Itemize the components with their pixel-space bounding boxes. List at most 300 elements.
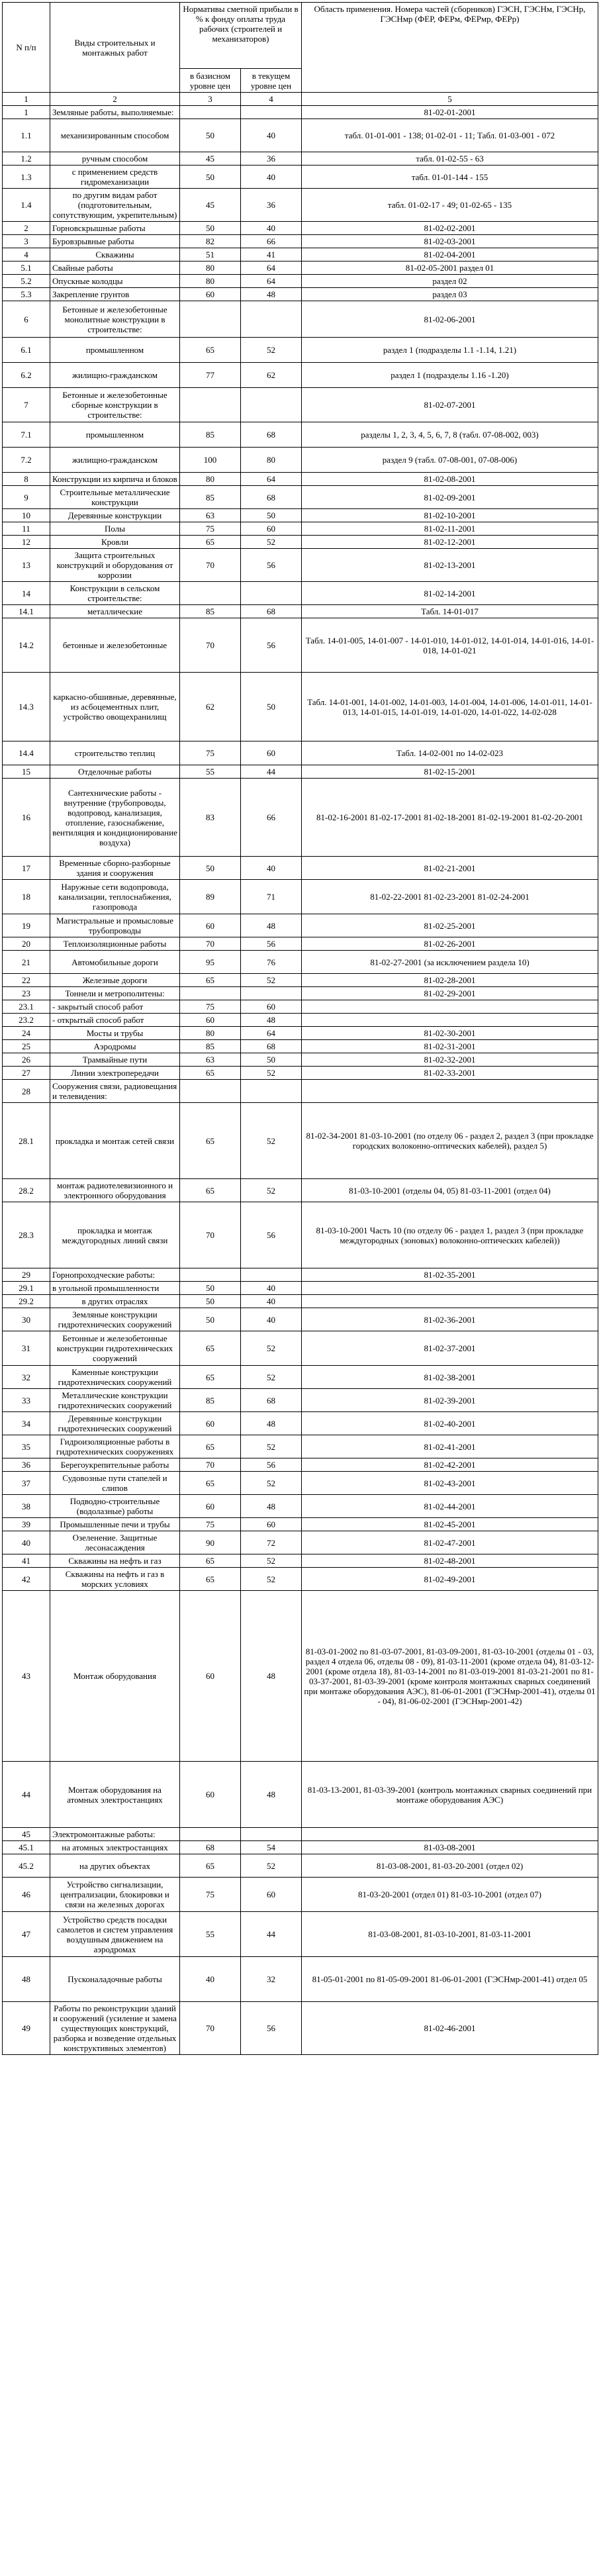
table-row bbox=[3, 951, 598, 974]
row-application-area: 81-03-13-2001, 81-03-39-2001 (контроль монтажных сварных соединений при монтаже оборудования АЭС) bbox=[302, 1762, 598, 1828]
row-current-norm: 40 bbox=[241, 857, 302, 880]
table-row bbox=[3, 1295, 598, 1308]
row-number: 43 bbox=[3, 1591, 50, 1762]
row-work-type: в других отраслях bbox=[50, 1295, 180, 1308]
row-application-area: 81-03-08-2001 bbox=[302, 1841, 598, 1854]
row-number: 21 bbox=[3, 951, 50, 974]
table-row bbox=[3, 235, 598, 248]
row-base-norm: 65 bbox=[180, 1568, 241, 1591]
table-row bbox=[3, 388, 598, 422]
row-current-norm bbox=[241, 388, 302, 422]
row-base-norm: 70 bbox=[180, 1458, 241, 1472]
row-base-norm: 82 bbox=[180, 235, 241, 248]
row-application-area: 81-02-32-2001 bbox=[302, 1053, 598, 1067]
row-application-area: 81-02-31-2001 bbox=[302, 1040, 598, 1053]
row-work-type: Конструкции из кирпича и блоков bbox=[50, 473, 180, 486]
row-number: 1.2 bbox=[3, 152, 50, 166]
row-number: 39 bbox=[3, 1518, 50, 1531]
row-number: 1.1 bbox=[3, 119, 50, 152]
row-work-type: Гидроизоляционные работы в гидротехнических сооружениях bbox=[50, 1435, 180, 1458]
row-work-type: на атомных электростанциях bbox=[50, 1841, 180, 1854]
row-base-norm: 50 bbox=[180, 1295, 241, 1308]
row-work-type: Монтаж оборудования на атомных электростанциях bbox=[50, 1762, 180, 1828]
row-application-area: 81-05-01-2001 по 81-05-09-2001 81-06-01-2001 (ГЭСНмр-2001-41) отдел 05 bbox=[302, 1957, 598, 2002]
table-row bbox=[3, 1014, 598, 1027]
row-current-norm: 71 bbox=[241, 880, 302, 914]
row-base-norm: 50 bbox=[180, 119, 241, 152]
row-base-norm: 60 bbox=[180, 1762, 241, 1828]
row-number: 6 bbox=[3, 301, 50, 338]
row-number: 28.3 bbox=[3, 1202, 50, 1268]
row-base-norm: 50 bbox=[180, 1282, 241, 1295]
row-number: 23.1 bbox=[3, 1000, 50, 1014]
row-work-type: Временные сборно-разборные здания и сооружения bbox=[50, 857, 180, 880]
row-application-area: 81-02-06-2001 bbox=[302, 301, 598, 338]
row-application-area: 81-02-34-2001 81-03-10-2001 (по отделу 06 - раздел 2, раздел 3 (при прокладке городских волоконно-оптических кабелей), раздел 5) bbox=[302, 1103, 598, 1179]
row-number: 7.1 bbox=[3, 422, 50, 448]
row-current-norm: 64 bbox=[241, 473, 302, 486]
row-work-type: Магистральные и промысловые трубопроводы bbox=[50, 914, 180, 937]
row-work-type: Бетонные и железобетонные конструкции гидротехнических сооружений bbox=[50, 1331, 180, 1366]
row-current-norm: 68 bbox=[241, 422, 302, 448]
row-base-norm: 65 bbox=[180, 1554, 241, 1568]
row-application-area: 81-02-02-2001 bbox=[302, 222, 598, 235]
row-application-area: Табл. 14-01-005, 14-01-007 - 14-01-010, 14-01-012, 14-01-014, 14-01-016, 14-01-018, 14-01-021 bbox=[302, 618, 598, 673]
row-work-type: Горновскрышные работы bbox=[50, 222, 180, 235]
row-application-area: 81-03-08-2001, 81-03-10-2001, 81-03-11-2001 bbox=[302, 1912, 598, 1957]
table-row bbox=[3, 119, 598, 152]
row-current-norm: 44 bbox=[241, 765, 302, 779]
table-row bbox=[3, 1854, 598, 1878]
row-work-type: на других объектах bbox=[50, 1854, 180, 1878]
row-work-type: Бетонные и железобетонные сборные конструкции в строительстве: bbox=[50, 388, 180, 422]
row-number: 42 bbox=[3, 1568, 50, 1591]
row-application-area: 81-02-40-2001 bbox=[302, 1412, 598, 1435]
row-current-norm: 50 bbox=[241, 509, 302, 522]
row-base-norm: 65 bbox=[180, 1472, 241, 1495]
row-number: 28 bbox=[3, 1080, 50, 1103]
table-row bbox=[3, 1179, 598, 1202]
table-row bbox=[3, 1878, 598, 1912]
row-number: 30 bbox=[3, 1308, 50, 1331]
row-number: 41 bbox=[3, 1554, 50, 1568]
row-number: 19 bbox=[3, 914, 50, 937]
row-current-norm: 50 bbox=[241, 673, 302, 741]
row-base-norm: 89 bbox=[180, 880, 241, 914]
row-work-type: Трамвайные пути bbox=[50, 1053, 180, 1067]
table-row bbox=[3, 1366, 598, 1389]
row-work-type: прокладка и монтаж сетей связи bbox=[50, 1103, 180, 1179]
row-number: 15 bbox=[3, 765, 50, 779]
row-current-norm bbox=[241, 301, 302, 338]
row-current-norm bbox=[241, 1828, 302, 1841]
row-number: 14.3 bbox=[3, 673, 50, 741]
row-base-norm: 65 bbox=[180, 974, 241, 987]
row-work-type: Каменные конструкции гидротехнических сооружений bbox=[50, 1366, 180, 1389]
table-row bbox=[3, 422, 598, 448]
row-application-area: Табл. 14-01-001, 14-01-002, 14-01-003, 14-01-004, 14-01-006, 14-01-011, 14-01-013, 14-01-015, 14-01-019, 14-01-020, 14-01-022, 14-02-028 bbox=[302, 673, 598, 741]
row-number: 1.3 bbox=[3, 166, 50, 189]
table-row bbox=[3, 937, 598, 951]
row-number: 32 bbox=[3, 1366, 50, 1389]
row-base-norm: 85 bbox=[180, 486, 241, 509]
row-current-norm: 40 bbox=[241, 1282, 302, 1295]
row-current-norm: 48 bbox=[241, 1591, 302, 1762]
row-application-area: 81-02-37-2001 bbox=[302, 1331, 598, 1366]
row-application-area: 81-02-12-2001 bbox=[302, 536, 598, 549]
row-work-type: Судовозные пути стапелей и слипов bbox=[50, 1472, 180, 1495]
row-current-norm: 52 bbox=[241, 974, 302, 987]
row-application-area bbox=[302, 1295, 598, 1308]
header-current-level: в текущем уровне цен bbox=[241, 69, 302, 93]
row-base-norm: 85 bbox=[180, 422, 241, 448]
row-application-area: табл. 01-01-144 - 155 bbox=[302, 166, 598, 189]
row-current-norm: 48 bbox=[241, 1412, 302, 1435]
row-base-norm: 50 bbox=[180, 166, 241, 189]
row-current-norm: 68 bbox=[241, 486, 302, 509]
row-work-type: Теплоизоляционные работы bbox=[50, 937, 180, 951]
row-work-type: промышленном bbox=[50, 338, 180, 363]
row-number: 5.3 bbox=[3, 288, 50, 301]
row-work-type: бетонные и железобетонные bbox=[50, 618, 180, 673]
row-work-type: Работы по реконструкции зданий и сооружений (усиление и замена существующих конструкций, разборка и возведение отдельных конструктивных элементов) bbox=[50, 2002, 180, 2055]
row-current-norm: 52 bbox=[241, 536, 302, 549]
row-current-norm: 52 bbox=[241, 1103, 302, 1179]
table-row bbox=[3, 1957, 598, 2002]
row-work-type: Конструкции в сельском строительстве: bbox=[50, 582, 180, 605]
row-number: 14.4 bbox=[3, 741, 50, 765]
row-work-type: ручным способом bbox=[50, 152, 180, 166]
row-application-area: 81-02-11-2001 bbox=[302, 522, 598, 536]
row-base-norm: 63 bbox=[180, 1053, 241, 1067]
row-work-type: Земляные конструкции гидротехнических сооружений bbox=[50, 1308, 180, 1331]
table-row bbox=[3, 765, 598, 779]
row-work-type: Аэродромы bbox=[50, 1040, 180, 1053]
table-row bbox=[3, 1067, 598, 1080]
row-work-type: Земляные работы, выполняемые: bbox=[50, 106, 180, 119]
row-work-type: Автомобильные дороги bbox=[50, 951, 180, 974]
table-row bbox=[3, 741, 598, 765]
row-number: 1.4 bbox=[3, 189, 50, 222]
table-row bbox=[3, 605, 598, 618]
row-base-norm: 60 bbox=[180, 288, 241, 301]
row-work-type: строительство теплиц bbox=[50, 741, 180, 765]
header-number: N п/п bbox=[3, 3, 50, 93]
table-row bbox=[3, 779, 598, 857]
row-base-norm: 45 bbox=[180, 152, 241, 166]
row-number: 11 bbox=[3, 522, 50, 536]
row-application-area: 81-02-22-2001 81-02-23-2001 81-02-24-2001 bbox=[302, 880, 598, 914]
row-application-area: 81-03-20-2001 (отдел 01) 81-03-10-2001 (отдел 07) bbox=[302, 1878, 598, 1912]
row-number: 28.2 bbox=[3, 1179, 50, 1202]
row-application-area: 81-02-01-2001 bbox=[302, 106, 598, 119]
row-current-norm: 56 bbox=[241, 1202, 302, 1268]
row-application-area: 81-03-10-2001 Часть 10 (по отделу 06 - раздел 1, раздел 3 (при прокладке междугородных (зоновых) волоконно-оптических кабелей)) bbox=[302, 1202, 598, 1268]
row-base-norm: 83 bbox=[180, 779, 241, 857]
row-base-norm: 50 bbox=[180, 857, 241, 880]
row-current-norm: 52 bbox=[241, 1472, 302, 1495]
row-number: 45 bbox=[3, 1828, 50, 1841]
row-application-area bbox=[302, 1828, 598, 1841]
table-row bbox=[3, 1472, 598, 1495]
row-work-type: монтаж радиотелевизионного и электронного оборудования bbox=[50, 1179, 180, 1202]
row-application-area: 81-02-29-2001 bbox=[302, 987, 598, 1000]
row-number: 46 bbox=[3, 1878, 50, 1912]
row-number: 4 bbox=[3, 248, 50, 262]
table-body bbox=[3, 106, 598, 2055]
row-application-area: 81-02-35-2001 bbox=[302, 1268, 598, 1282]
row-work-type: Строительные металлические конструкции bbox=[50, 486, 180, 509]
row-number: 23.2 bbox=[3, 1014, 50, 1027]
row-current-norm: 68 bbox=[241, 1040, 302, 1053]
row-base-norm: 50 bbox=[180, 1308, 241, 1331]
row-current-norm: 36 bbox=[241, 152, 302, 166]
row-current-norm: 40 bbox=[241, 119, 302, 152]
row-work-type: Железные дороги bbox=[50, 974, 180, 987]
row-work-type: Буровзрывные работы bbox=[50, 235, 180, 248]
table-row bbox=[3, 275, 598, 288]
table-row bbox=[3, 536, 598, 549]
row-current-norm: 40 bbox=[241, 222, 302, 235]
table-row bbox=[3, 1053, 598, 1067]
row-current-norm: 48 bbox=[241, 1495, 302, 1518]
row-base-norm bbox=[180, 1828, 241, 1841]
row-number: 29 bbox=[3, 1268, 50, 1282]
row-current-norm: 48 bbox=[241, 1762, 302, 1828]
row-application-area: 81-02-36-2001 bbox=[302, 1308, 598, 1331]
row-current-norm: 52 bbox=[241, 1179, 302, 1202]
row-current-norm bbox=[241, 106, 302, 119]
row-base-norm: 80 bbox=[180, 1027, 241, 1040]
row-application-area: Табл. 14-02-001 по 14-02-023 bbox=[302, 741, 598, 765]
row-application-area: 81-02-41-2001 bbox=[302, 1435, 598, 1458]
row-current-norm: 56 bbox=[241, 2002, 302, 2055]
row-work-type: Монтаж оборудования bbox=[50, 1591, 180, 1762]
table-row bbox=[3, 338, 598, 363]
table-row bbox=[3, 1331, 598, 1366]
row-current-norm: 40 bbox=[241, 166, 302, 189]
row-current-norm: 60 bbox=[241, 1518, 302, 1531]
row-number: 49 bbox=[3, 2002, 50, 2055]
row-work-type: Защита строительных конструкций и оборудования от коррозии bbox=[50, 549, 180, 582]
row-number: 44 bbox=[3, 1762, 50, 1828]
row-base-norm: 65 bbox=[180, 338, 241, 363]
table-row bbox=[3, 2002, 598, 2055]
row-work-type: с применением средств гидромеханизации bbox=[50, 166, 180, 189]
row-base-norm bbox=[180, 388, 241, 422]
row-application-area: 81-03-08-2001, 81-03-20-2001 (отдел 02) bbox=[302, 1854, 598, 1878]
row-base-norm: 68 bbox=[180, 1841, 241, 1854]
row-current-norm: 52 bbox=[241, 1854, 302, 1878]
row-work-type: механизированным способом bbox=[50, 119, 180, 152]
table-row bbox=[3, 1495, 598, 1518]
row-application-area: раздел 9 (табл. 07-08-001, 07-08-006) bbox=[302, 448, 598, 473]
row-number: 48 bbox=[3, 1957, 50, 2002]
row-number: 13 bbox=[3, 549, 50, 582]
row-work-type: металлические bbox=[50, 605, 180, 618]
row-current-norm: 36 bbox=[241, 189, 302, 222]
row-application-area: 81-02-33-2001 bbox=[302, 1067, 598, 1080]
table-row bbox=[3, 166, 598, 189]
row-work-type: Деревянные конструкции гидротехнических сооружений bbox=[50, 1412, 180, 1435]
row-application-area: 81-02-03-2001 bbox=[302, 235, 598, 248]
row-number: 47 bbox=[3, 1912, 50, 1957]
row-work-type: Мосты и трубы bbox=[50, 1027, 180, 1040]
row-current-norm: 66 bbox=[241, 235, 302, 248]
row-base-norm bbox=[180, 1268, 241, 1282]
table-row bbox=[3, 974, 598, 987]
row-current-norm: 76 bbox=[241, 951, 302, 974]
row-current-norm bbox=[241, 987, 302, 1000]
row-base-norm: 70 bbox=[180, 937, 241, 951]
row-current-norm: 62 bbox=[241, 363, 302, 388]
row-base-norm: 65 bbox=[180, 536, 241, 549]
row-work-type: Линии электропередачи bbox=[50, 1067, 180, 1080]
row-base-norm bbox=[180, 987, 241, 1000]
row-base-norm: 40 bbox=[180, 1957, 241, 2002]
row-application-area: 81-02-04-2001 bbox=[302, 248, 598, 262]
row-current-norm: 68 bbox=[241, 605, 302, 618]
row-base-norm: 95 bbox=[180, 951, 241, 974]
table-row bbox=[3, 189, 598, 222]
row-base-norm: 85 bbox=[180, 1389, 241, 1412]
row-number: 20 bbox=[3, 937, 50, 951]
row-number: 29.2 bbox=[3, 1295, 50, 1308]
row-current-norm: 44 bbox=[241, 1912, 302, 1957]
row-current-norm: 52 bbox=[241, 1554, 302, 1568]
row-current-norm: 52 bbox=[241, 1331, 302, 1366]
row-current-norm: 64 bbox=[241, 275, 302, 288]
table-row bbox=[3, 549, 598, 582]
table-row bbox=[3, 880, 598, 914]
row-base-norm bbox=[180, 1080, 241, 1103]
row-base-norm: 60 bbox=[180, 1591, 241, 1762]
row-current-norm: 64 bbox=[241, 1027, 302, 1040]
table-row bbox=[3, 1841, 598, 1854]
table-row bbox=[3, 1308, 598, 1331]
row-application-area bbox=[302, 1282, 598, 1295]
row-work-type: Наружные сети водопровода, канализации, теплоснабжения, газопровода bbox=[50, 880, 180, 914]
row-number: 2 bbox=[3, 222, 50, 235]
row-base-norm: 80 bbox=[180, 473, 241, 486]
table-row bbox=[3, 106, 598, 119]
row-base-norm: 65 bbox=[180, 1103, 241, 1179]
row-work-type: Промышленные печи и трубы bbox=[50, 1518, 180, 1531]
row-base-norm: 70 bbox=[180, 549, 241, 582]
row-current-norm bbox=[241, 1268, 302, 1282]
row-application-area: 81-02-10-2001 bbox=[302, 509, 598, 522]
row-base-norm: 60 bbox=[180, 1014, 241, 1027]
row-number: 29.1 bbox=[3, 1282, 50, 1295]
row-base-norm: 60 bbox=[180, 1412, 241, 1435]
row-work-type: Полы bbox=[50, 522, 180, 536]
row-application-area: 81-02-26-2001 bbox=[302, 937, 598, 951]
row-current-norm: 66 bbox=[241, 779, 302, 857]
row-base-norm bbox=[180, 106, 241, 119]
row-application-area: 81-02-13-2001 bbox=[302, 549, 598, 582]
table-row bbox=[3, 582, 598, 605]
row-base-norm: 85 bbox=[180, 1040, 241, 1053]
row-application-area: Табл. 14-01-017 bbox=[302, 605, 598, 618]
table-row bbox=[3, 1458, 598, 1472]
row-current-norm: 80 bbox=[241, 448, 302, 473]
row-work-type: Озеленение. Защитные лесонасаждения bbox=[50, 1531, 180, 1554]
row-application-area: 81-02-44-2001 bbox=[302, 1495, 598, 1518]
table-row bbox=[3, 673, 598, 741]
row-work-type: жилищно-гражданском bbox=[50, 448, 180, 473]
row-base-norm: 70 bbox=[180, 1202, 241, 1268]
row-number: 26 bbox=[3, 1053, 50, 1067]
row-current-norm: 48 bbox=[241, 1014, 302, 1027]
row-work-type: - закрытый способ работ bbox=[50, 1000, 180, 1014]
row-base-norm bbox=[180, 582, 241, 605]
row-base-norm: 80 bbox=[180, 262, 241, 275]
row-application-area: табл. 01-01-001 - 138; 01-02-01 - 11; Табл. 01-03-001 - 072 bbox=[302, 119, 598, 152]
row-number: 14 bbox=[3, 582, 50, 605]
row-application-area: 81-02-43-2001 bbox=[302, 1472, 598, 1495]
row-work-type: Подводно-строительные (водолазные) работы bbox=[50, 1495, 180, 1518]
row-number: 27 bbox=[3, 1067, 50, 1080]
row-current-norm: 60 bbox=[241, 1878, 302, 1912]
row-current-norm: 68 bbox=[241, 1389, 302, 1412]
row-application-area: раздел 1 (подразделы 1.1 -1.14, 1.21) bbox=[302, 338, 598, 363]
row-number: 3 bbox=[3, 235, 50, 248]
row-base-norm: 90 bbox=[180, 1531, 241, 1554]
row-base-norm: 75 bbox=[180, 741, 241, 765]
row-number: 38 bbox=[3, 1495, 50, 1518]
table-row bbox=[3, 1531, 598, 1554]
table-row bbox=[3, 248, 598, 262]
row-base-norm: 70 bbox=[180, 618, 241, 673]
row-current-norm: 50 bbox=[241, 1053, 302, 1067]
row-number: 18 bbox=[3, 880, 50, 914]
header-col-index: 2 bbox=[50, 93, 180, 106]
row-work-type: Свайные работы bbox=[50, 262, 180, 275]
row-base-norm: 75 bbox=[180, 522, 241, 536]
table-row bbox=[3, 1435, 598, 1458]
row-application-area: 81-02-09-2001 bbox=[302, 486, 598, 509]
row-application-area: 81-02-49-2001 bbox=[302, 1568, 598, 1591]
row-current-norm: 56 bbox=[241, 937, 302, 951]
row-work-type: промышленном bbox=[50, 422, 180, 448]
row-current-norm: 64 bbox=[241, 262, 302, 275]
row-application-area bbox=[302, 1000, 598, 1014]
row-base-norm: 63 bbox=[180, 509, 241, 522]
row-application-area: 81-02-27-2001 (за исключением раздела 10) bbox=[302, 951, 598, 974]
row-number: 45.1 bbox=[3, 1841, 50, 1854]
row-base-norm: 65 bbox=[180, 1179, 241, 1202]
row-work-type: Сооружения связи, радиовещания и телевидения: bbox=[50, 1080, 180, 1103]
row-application-area: 81-02-48-2001 bbox=[302, 1554, 598, 1568]
table-row bbox=[3, 1080, 598, 1103]
row-application-area: 81-02-05-2001 раздел 01 bbox=[302, 262, 598, 275]
row-current-norm: 72 bbox=[241, 1531, 302, 1554]
table-row bbox=[3, 1912, 598, 1957]
row-application-area: 81-02-30-2001 bbox=[302, 1027, 598, 1040]
row-application-area: 81-02-28-2001 bbox=[302, 974, 598, 987]
row-number: 35 bbox=[3, 1435, 50, 1458]
table-row bbox=[3, 1412, 598, 1435]
table-row bbox=[3, 486, 598, 509]
table-row bbox=[3, 1389, 598, 1412]
row-number: 36 bbox=[3, 1458, 50, 1472]
row-current-norm: 41 bbox=[241, 248, 302, 262]
row-current-norm bbox=[241, 582, 302, 605]
row-work-type: каркасно-обшивные, деревянные, из асбоцементных плит, устройство овощехранилищ bbox=[50, 673, 180, 741]
row-base-norm: 51 bbox=[180, 248, 241, 262]
row-application-area: 81-02-07-2001 bbox=[302, 388, 598, 422]
row-application-area: 81-02-16-2001 81-02-17-2001 81-02-18-2001 81-02-19-2001 81-02-20-2001 bbox=[302, 779, 598, 857]
